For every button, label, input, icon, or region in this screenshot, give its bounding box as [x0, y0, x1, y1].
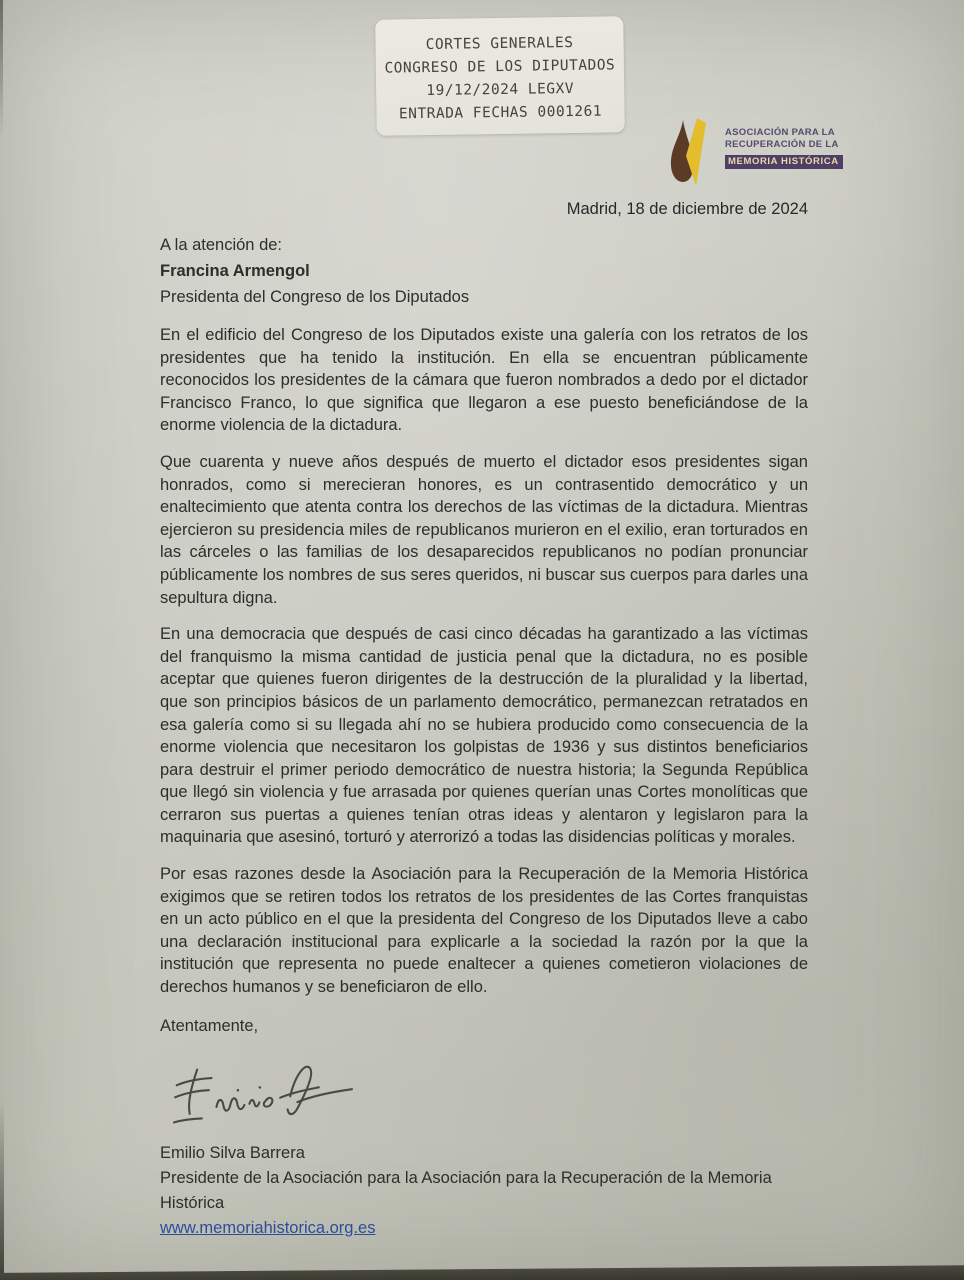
closing-line: Atentamente, — [160, 1016, 259, 1035]
signature-block — [160, 1141, 808, 1241]
paragraph-4: Por esas razones desde la Asociación para la Recuperación de la Memoria Histórica exigimos que se retiren todos los retratos de los presidentes de las Cortes franquistas en un acto público en el que la presidenta del Congreso de los Diputados lleve a cabo una declaración institucional para explicarle a la sociedad la razón por la que la institución que representa no puede enaltecer a quienes cometieron violaciones de derechos humanos y se beneficiaron de ello. — [160, 865, 808, 997]
stamp-line: CONGRESO DE LOS DIPUTADOS — [384, 57, 616, 77]
paper-edge-left-bottom — [0, 1100, 4, 1280]
signature-area — [160, 1043, 808, 1135]
armh-logo — [666, 116, 843, 195]
recipient-title: Presidenta del Congreso de los Diputados — [160, 288, 470, 306]
stamp-line: 19/12/2024 LEGXV — [426, 80, 575, 100]
registry-stamp — [375, 16, 625, 135]
recipient-block — [160, 232, 808, 310]
signer-title: Presidente de la Asociación para la Asociación para la Recuperación de la Memoria Histórica — [160, 1168, 772, 1212]
logo-text-line-1: ASOCIACIÓN PARA LA — [725, 127, 835, 138]
armh-logo-text — [725, 116, 843, 169]
attention-line: A la atención de: — [160, 236, 283, 254]
stamp-line: CORTES GENERALES — [425, 34, 574, 54]
logo-text-line-2: RECUPERACIÓN DE LA — [725, 139, 839, 150]
dateline: Madrid, 18 de diciembre de 2024 — [566, 200, 808, 218]
stamp-line: ENTRADA FECHAS 0001261 — [398, 103, 603, 123]
signer-name: Emilio Silva Barrera — [160, 1143, 305, 1162]
paragraph-3: En una democracia que después de casi cinco décadas ha garantizado a las víctimas del franquismo la misma cantidad de justicia penal que la dictadura, no es posible aceptar que quienes fueron dirigentes de la destrucción de la pluralidad y la libertad, que son principios básicos de un parlamento democrático, permanezcan retratados en esa galería como si su llegada ahí no se hubiera producido como consecuencia de la enorme violencia que necesitaron los golpistas de 1936 y sus distintos beneficiarios para destruir el primer periodo democrático de nuestra historia; la Segunda República que llegó sin violencia y fue arrasada por quienes querían unas Cortes monolíticas que cerraron sus puertas a quienes tenían otras ideas y alentaron y legislaron para la maquinaria que asesinó, torturó y aterrorizó a todas las disidencias políticas y morales. — [160, 625, 808, 847]
paragraph-2: Que cuarenta y nueve años después de muerto el dictador esos presidentes sigan honrados, como si merecieran honores, es un contrasentido democrático y un enaltecimiento que atenta contra los derechos de las víctimas de la dictadura. Mientras ejercieron su presidencia miles de republicanos murieron en el exilio, eran torturados en las cárceles o las familias de los desaparecidos republicanos no podían pronunciar públicamente los nombres de sus seres queridos, ni buscar sus cuerpos para darles una sepultura digna. — [160, 452, 808, 607]
letter-body — [160, 198, 808, 1241]
recipient-name: Francina Armengol — [160, 262, 310, 280]
paper-edge-bottom — [0, 1265, 964, 1280]
logo-text-line-3: MEMORIA HISTÓRICA — [725, 155, 843, 169]
paper-edge-left-top — [0, 0, 3, 140]
signature-scrawl — [165, 1047, 378, 1136]
website-link: www.memoriahistorica.org.es — [160, 1218, 376, 1237]
armh-logo-mark-icon — [666, 116, 718, 195]
paragraph-1: En el edificio del Congreso de los Diputados existe una galería con los retratos de los presidentes que ha tenido la institución. En ella se encuentran públicamente reconocidos los presidentes de la cámara que fueron nombrados a dedo por el dictador Francisco Franco, lo que significa que llegaron a ese puesto beneficiándose de la enorme violencia de la dictadura. — [160, 326, 808, 435]
